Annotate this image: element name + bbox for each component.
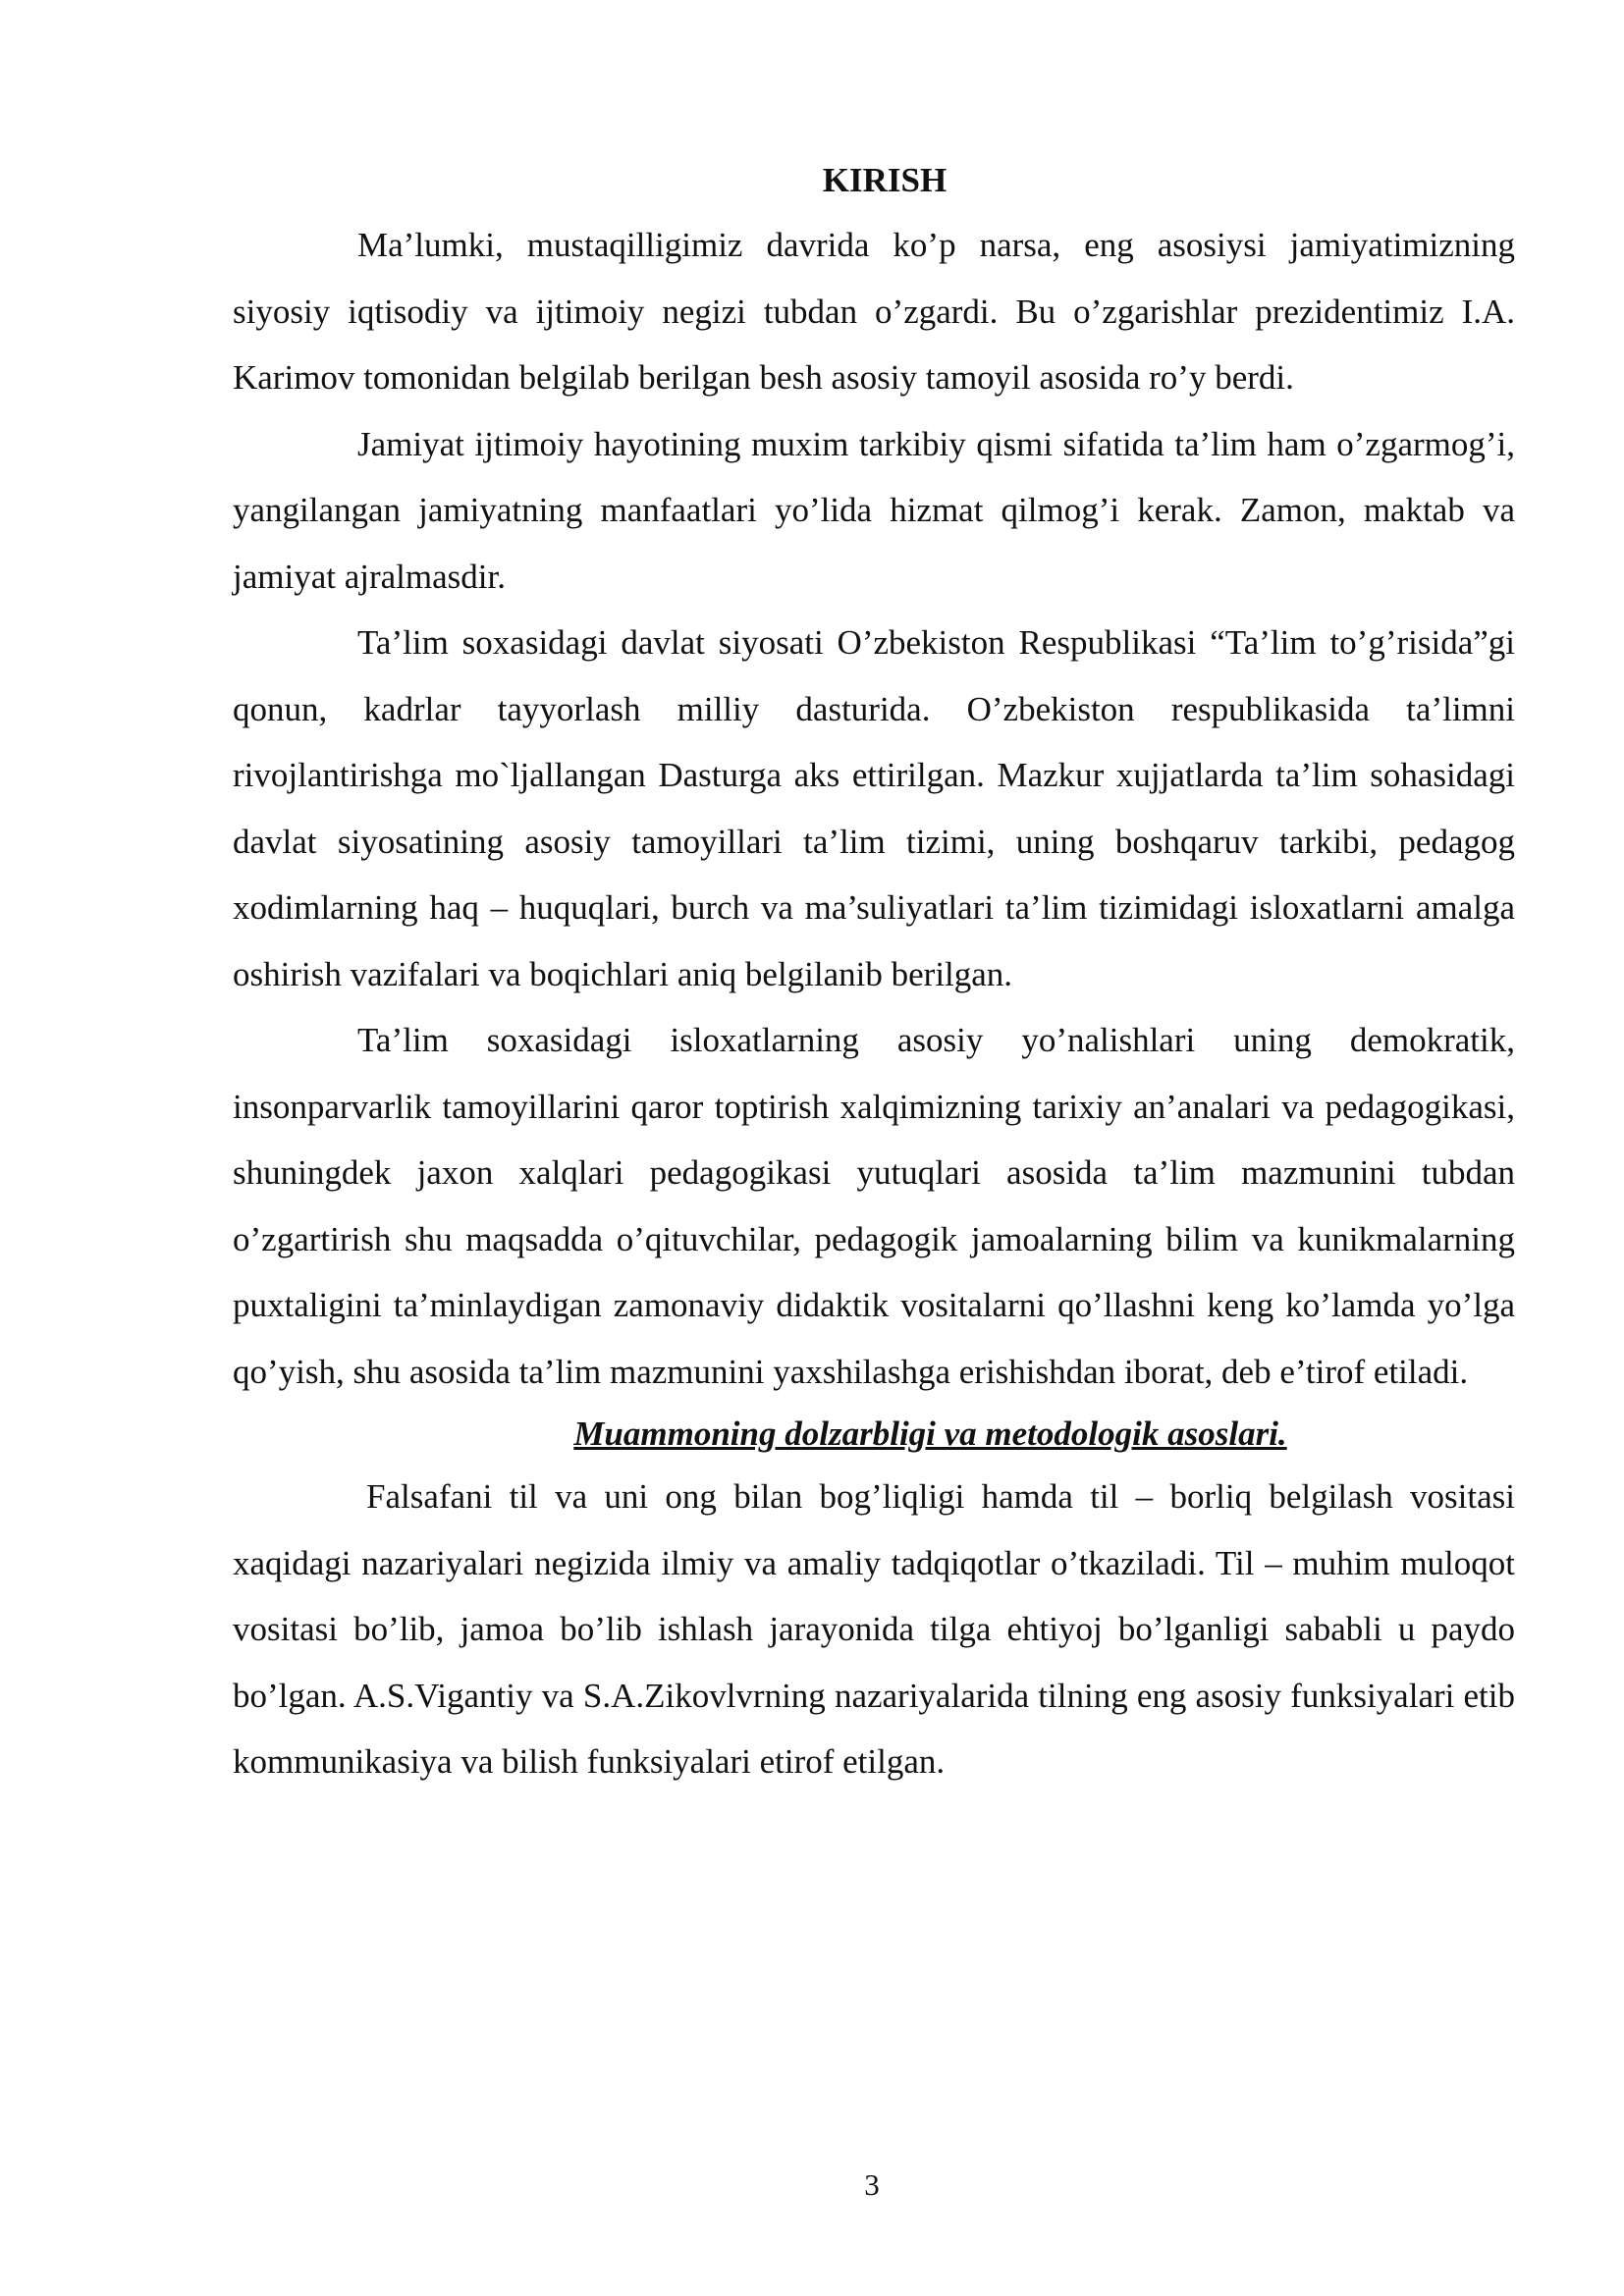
- body-paragraph: Ta’lim soxasidagi davlat siyosati O’zbekiston Respublikasi “Ta’lim to’g’risida”gi qonun, kadrlar tayyorlash milliy dasturida. O’zbekiston respublikasida ta’limni rivojlantirishga mo`ljallangan Dasturga aks ettirilgan. Mazkur xujjatlarda ta’lim sohasidagi davlat siyosatining asosiy tamoyillari ta’lim tizimi, uning boshqaruv tarkibi, pedagog xodimlarning haq – huquqlari, burch va ma’suliyatlari ta’lim tizimidagi isloxatlarni amalga oshirish vazifalari va boqichlari aniq belgilanib berilgan.: [233, 623, 1515, 993]
- page-title: KIRISH: [822, 161, 947, 199]
- body-paragraph: Ma’lumki, mustaqilligimiz davrida ko’p narsa, eng asosiysi jamiyatimizning siyosiy iqtisodiy va ijtimoiy negizi tubdan o’zgardi. Bu o’zgarishlar prezidentimiz I.A. Karimov tomonidan belgilab berilgan besh asosiy tamoyil asosida ro’y berdi.: [233, 226, 1515, 397]
- document-page: [233, 149, 1515, 1795]
- page-number: 3: [864, 2167, 880, 2202]
- body-paragraph: Ta’lim soxasidagi isloxatlarning asosiy yo’nalishlari uning demokratik, insonparvarlik tamoyillarini qaror toptirish xalqimizning tarixiy an’analari va pedagogikasi, shuningdek jaxon xalqlari pedagogikasi yutuqlari asosida ta’lim mazmunini tubdan o’zgartirish shu maqsadda o’qituvchilar, pedagogik jamoalarning bilim va kunikmalarning puxtaligini ta’minlaydigan zamonaviy didaktik vositalarni qo’llashni keng ko’lamda yo’lga qo’yish, shu asosida ta’lim mazmunini yaxshilashga erishishdan iborat, deb e’tirof etiladi.: [233, 1021, 1515, 1391]
- body-paragraph: Jamiyat ijtimoiy hayotining muxim tarkibiy qismi sifatida ta’lim ham o’zgarmog’i, yangilangan jamiyatning manfaatlari yo’lida hizmat qilmog’i kerak. Zamon, maktab va jamiyat ajralmasdir.: [233, 424, 1515, 596]
- section-heading: Muammoning dolzarbligi va metodologik asoslari.: [573, 1415, 1287, 1453]
- body-paragraph: Falsafani til va uni ong bilan bog’liqligi hamda til – borliq belgilash vositasi xaqidagi nazariyalari negizida ilmiy va amaliy tadqiqotlar o’tkaziladi. Til – muhim muloqot vositasi bo’lib, jamoa bo’lib ishlash jarayonida tilga ehtiyoj bo’lganligi sababli u paydo bo’lgan. A.S.Vigantiy va S.A.Zikovlvrning nazariyalarida tilning eng asosiy funksiyalari etib kommunikasiya va bilish funksiyalari etirof etilgan.: [233, 1477, 1515, 1781]
